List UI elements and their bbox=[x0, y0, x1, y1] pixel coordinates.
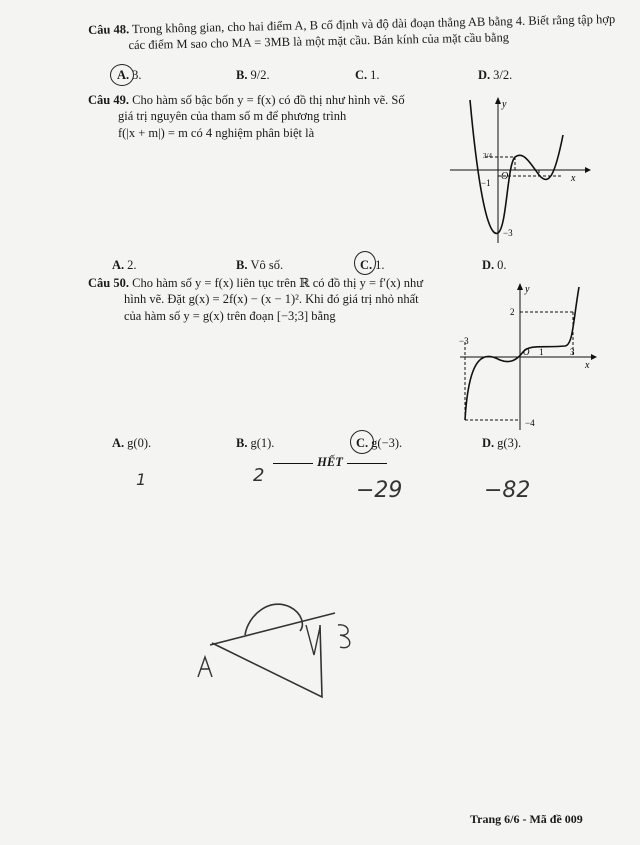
q50-graph bbox=[455, 282, 605, 432]
sketch-line-top bbox=[210, 613, 335, 645]
q50-origin: O bbox=[523, 347, 530, 357]
option-value: 0. bbox=[497, 258, 507, 272]
question-49-number: Câu 49. bbox=[88, 93, 129, 107]
q50-x-label: x bbox=[585, 360, 590, 371]
q50-y-label: y bbox=[525, 284, 530, 295]
answer-circle bbox=[354, 251, 376, 275]
option-value: g(−3). bbox=[371, 436, 403, 450]
option-label: B. bbox=[236, 436, 248, 450]
sketch-m bbox=[306, 625, 320, 655]
answer-circle bbox=[110, 64, 134, 86]
option-label: A. bbox=[112, 436, 125, 450]
option-value: 3. bbox=[132, 68, 142, 82]
sketch-b bbox=[338, 625, 350, 648]
question-49-line2: giá trị nguyên của tham số m để phương trình bbox=[118, 109, 347, 124]
q49-option-a[interactable] bbox=[112, 258, 137, 273]
end-mark bbox=[270, 455, 390, 470]
question-48-line1: Trong không gian, cho hai điểm A, B cố định và độ dài đoạn thẳng AB bằng 4. Biết rằng tập hợp bbox=[131, 11, 616, 37]
option-label: A. bbox=[117, 68, 130, 82]
derivative-curve bbox=[465, 287, 579, 420]
handwritten-1: 1 bbox=[136, 470, 147, 489]
q50-tick-3: 3 bbox=[570, 347, 575, 357]
q49-y-label: y bbox=[502, 99, 507, 110]
q48-option-d[interactable] bbox=[478, 68, 512, 83]
sketch-a bbox=[198, 657, 212, 677]
q50-option-b[interactable] bbox=[236, 436, 274, 451]
option-value: g(3). bbox=[497, 436, 522, 450]
option-label: C. bbox=[355, 68, 368, 82]
q49-option-b[interactable] bbox=[236, 258, 283, 273]
question-49-line3: f(|x + m|) = m có 4 nghiệm phân biệt là bbox=[118, 125, 315, 140]
option-value: 3/2. bbox=[493, 68, 513, 82]
option-label: D. bbox=[482, 436, 495, 450]
end-rule-right bbox=[347, 463, 387, 464]
y-axis-arrow bbox=[517, 283, 523, 290]
option-value: 1. bbox=[375, 258, 385, 272]
handwritten-2: 2 bbox=[253, 465, 265, 486]
q49-tick-34: 3/4 bbox=[483, 152, 492, 160]
q48-option-b[interactable] bbox=[236, 68, 270, 83]
q49-graph bbox=[445, 95, 595, 245]
option-value: Vô số. bbox=[250, 258, 284, 272]
option-label: B. bbox=[236, 258, 248, 272]
option-label: D. bbox=[482, 258, 495, 272]
option-value: g(0). bbox=[127, 436, 152, 450]
question-50-line2: hình vẽ. Đặt g(x) = 2f(x) − (x − 1)². Khi đó giá trị nhỏ nhất bbox=[124, 292, 419, 307]
question-50-line1: Cho hàm số y = f(x) liên tục trên ℝ có đồ thị y = f′(x) như bbox=[132, 276, 423, 290]
handwritten-m82: −82 bbox=[484, 478, 531, 503]
q50-option-d[interactable] bbox=[482, 436, 521, 451]
q50-tick-m3: −3 bbox=[459, 336, 469, 346]
option-label: C. bbox=[356, 436, 369, 450]
x-axis-arrow bbox=[585, 167, 591, 173]
question-48-number: Câu 48. bbox=[88, 22, 130, 37]
y-axis-arrow bbox=[495, 97, 501, 104]
sketch-triangle bbox=[212, 625, 322, 697]
option-label: A. bbox=[112, 258, 125, 272]
question-49 bbox=[88, 92, 428, 141]
q49-tick-m1: −1 bbox=[481, 178, 491, 188]
option-value: 1. bbox=[370, 68, 380, 82]
q49-origin: O bbox=[501, 171, 509, 182]
question-50 bbox=[88, 275, 448, 324]
q49-option-d[interactable] bbox=[482, 258, 507, 273]
question-48 bbox=[88, 10, 640, 54]
option-label: C. bbox=[360, 258, 373, 272]
question-50-number: Câu 50. bbox=[88, 276, 129, 290]
q50-tick-1: 1 bbox=[539, 347, 544, 357]
q50-tick-2: 2 bbox=[510, 307, 515, 317]
x-axis-arrow bbox=[591, 354, 597, 360]
q48-option-c[interactable] bbox=[355, 68, 380, 83]
option-value: g(1). bbox=[250, 436, 275, 450]
handwritten-m29: −29 bbox=[356, 478, 403, 503]
sketch-arc bbox=[245, 604, 302, 635]
q50-option-a[interactable] bbox=[112, 436, 151, 451]
question-48-line2: các điểm M sao cho MA = 3MB là một mặt cầu. Bán kính của mặt cầu bằng bbox=[128, 30, 510, 53]
option-label: B. bbox=[236, 68, 248, 82]
option-value: 2. bbox=[127, 258, 137, 272]
q50-tick-m4: −4 bbox=[525, 418, 535, 428]
q49-tick-m3: −3 bbox=[503, 228, 513, 238]
option-value: 9/2. bbox=[250, 68, 270, 82]
quartic-curve bbox=[470, 100, 563, 233]
end-rule-left bbox=[273, 463, 313, 464]
page-footer: Trang 6/6 - Mã đề 009 bbox=[470, 812, 583, 826]
question-50-line3: của hàm số y = g(x) trên đoạn [−3;3] bằng bbox=[124, 308, 336, 323]
end-mark-text: HẾT bbox=[317, 455, 343, 469]
handwritten-sketch bbox=[190, 585, 370, 705]
question-49-line1: Cho hàm số bậc bốn y = f(x) có đồ thị như hình vẽ. Số bbox=[132, 93, 405, 107]
q49-x-label: x bbox=[571, 173, 576, 184]
answer-circle bbox=[350, 430, 374, 454]
option-label: D. bbox=[478, 68, 491, 82]
